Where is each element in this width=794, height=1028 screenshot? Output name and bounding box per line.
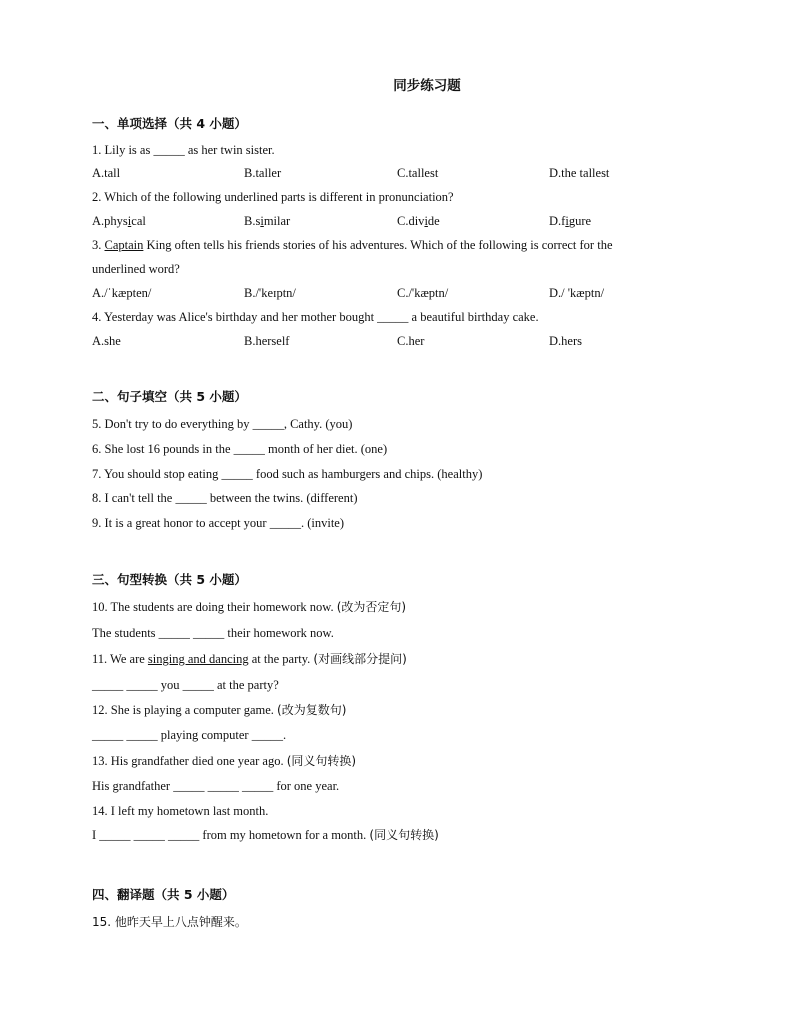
question-4: 4. Yesterday was Alice's birthday and her mother bought _____ a beautiful birthday cake.: [92, 310, 539, 324]
option-c: C.her: [397, 334, 425, 348]
question-12-answer: _____ _____ playing computer _____.: [92, 728, 287, 742]
question-2: 2. Which of the following underlined parts is different in pronunciation?: [92, 190, 454, 204]
question-6: 6. She lost 16 pounds in the _____ month of her diet. (one): [92, 442, 388, 456]
option-c: C./'kæptn/: [397, 286, 449, 300]
option-d: D.the tallest: [549, 166, 610, 180]
question-8: 8. I can't tell the _____ between the twins. (different): [92, 491, 358, 505]
option-d: D.hers: [549, 334, 582, 348]
question-11: 11. We are singing and dancing at the party. (对画线部分提问): [92, 652, 407, 666]
section-heading-sentence-transform: 三、句型转换（共 5 小题）: [92, 572, 247, 587]
option-d: D.figure: [549, 214, 592, 228]
underlined-word: Captain: [104, 238, 144, 252]
question-14-answer: I _____ _____ _____ from my hometown for a month. (同义句转换): [92, 828, 439, 842]
question-15: 15. 他昨天早上八点钟醒来。: [92, 915, 247, 929]
question-13: 13. His grandfather died one year ago. (同义句转换): [92, 754, 357, 768]
question-5: 5. Don't try to do everything by _____, Cathy. (you): [92, 417, 353, 431]
option-b: B.herself: [244, 334, 290, 348]
question-1-options: [92, 165, 712, 181]
question-2-options: [92, 213, 712, 229]
question-12: 12. She is playing a computer game. (改为复数句): [92, 703, 347, 717]
question-9: 9. It is a great honor to accept your _____. (invite): [92, 516, 345, 530]
option-a: A.she: [92, 334, 121, 348]
option-c: C.divide: [397, 214, 440, 228]
question-3-line-2: underlined word?: [92, 262, 180, 276]
option-d: D./ 'kæptn/: [549, 286, 605, 300]
underlined-phrase: singing and dancing: [147, 652, 249, 666]
option-b: B.similar: [244, 214, 291, 228]
page-title: 同步练习题: [393, 78, 461, 94]
option-c: C.tallest: [397, 166, 439, 180]
question-7: 7. You should stop eating _____ food such as hamburgers and chips. (healthy): [92, 467, 483, 481]
question-10: 10. The students are doing their homework now. (改为否定句): [92, 600, 407, 614]
option-a: A.tall: [92, 166, 121, 180]
option-b: B./'keɪptn/: [244, 286, 296, 300]
section-heading-translation: 四、翻译题（共 5 小题）: [92, 887, 235, 902]
section-heading-sentence-fill: 二、句子填空（共 5 小题）: [92, 389, 247, 404]
question-10-answer: The students _____ _____ their homework now.: [92, 626, 334, 640]
question-4-options: [92, 333, 712, 349]
question-3: 3. Captain King often tells his friends stories of his adventures. Which of the following is correct for the: [92, 238, 613, 252]
question-11-answer: _____ _____ you _____ at the party?: [92, 678, 279, 692]
question-3-options: [92, 285, 712, 301]
option-a: A./ˈkæpten/: [92, 286, 152, 300]
section-heading-single-choice: 一、单项选择（共 4 小题）: [92, 116, 247, 131]
question-14: 14. I left my hometown last month.: [92, 804, 269, 818]
option-a: A.physical: [92, 214, 146, 228]
option-b: B.taller: [244, 166, 282, 180]
question-13-answer: His grandfather _____ _____ _____ for one year.: [92, 779, 340, 793]
question-1: 1. Lily is as _____ as her twin sister.: [92, 143, 275, 157]
